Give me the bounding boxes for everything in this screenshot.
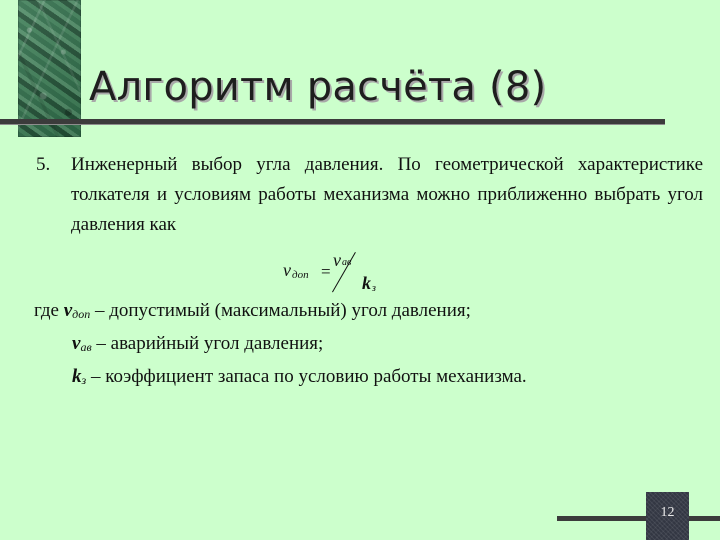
definition-symbol-allowed: ν xyxy=(63,300,73,321)
formula-left-side xyxy=(283,260,309,281)
definition-prefix: где xyxy=(34,300,64,321)
definition-subscript-emergency: ав xyxy=(80,340,92,354)
definition-allowed-angle xyxy=(34,296,694,329)
formula-top-subscript: ав xyxy=(342,257,352,268)
definition-emergency-angle xyxy=(34,329,694,362)
formula-left-subscript: доп xyxy=(292,269,309,281)
definition-subscript-allowed: доп xyxy=(72,307,91,321)
decorative-marble-block xyxy=(18,0,81,137)
pressure-angle-formula xyxy=(283,250,393,294)
marble-texture-overlay xyxy=(18,0,81,137)
formula-equals-sign: = xyxy=(321,262,331,281)
footer-rule xyxy=(557,516,720,521)
title-underline xyxy=(0,119,665,124)
formula-bottom-subscript: з xyxy=(372,283,376,294)
numbered-item xyxy=(36,150,703,240)
formula-bottom-symbol: k xyxy=(362,273,371,293)
slide-number: 12 xyxy=(660,505,675,520)
formula-left-symbol: ν xyxy=(283,260,291,280)
symbol-definitions xyxy=(34,296,694,395)
definition-text-emergency: – аварийный угол давления; xyxy=(91,333,324,354)
item-text: Инженерный выбор угла давления. По геометрической характеристике толкателя и условиям работы механизма можно приближенно выбрать угол давления как xyxy=(71,154,703,235)
slide-title: Алгоритм расчёта (8) xyxy=(89,64,547,110)
formula-denominator xyxy=(362,273,376,294)
item-number: 5. xyxy=(36,154,51,175)
definition-text-allowed: – допустимый (максимальный) угол давления; xyxy=(90,300,471,321)
definition-symbol-safety: k xyxy=(72,366,82,387)
definition-text-safety: – коэффициент запаса по условию работы механизма. xyxy=(86,366,527,387)
formula-top-symbol: ν xyxy=(333,250,341,270)
definition-symbol-emergency: ν xyxy=(72,333,81,354)
slide-content xyxy=(36,150,703,240)
definition-subscript-safety: з xyxy=(81,373,87,387)
definition-safety-factor xyxy=(34,362,694,395)
slide-number-box xyxy=(646,492,689,540)
